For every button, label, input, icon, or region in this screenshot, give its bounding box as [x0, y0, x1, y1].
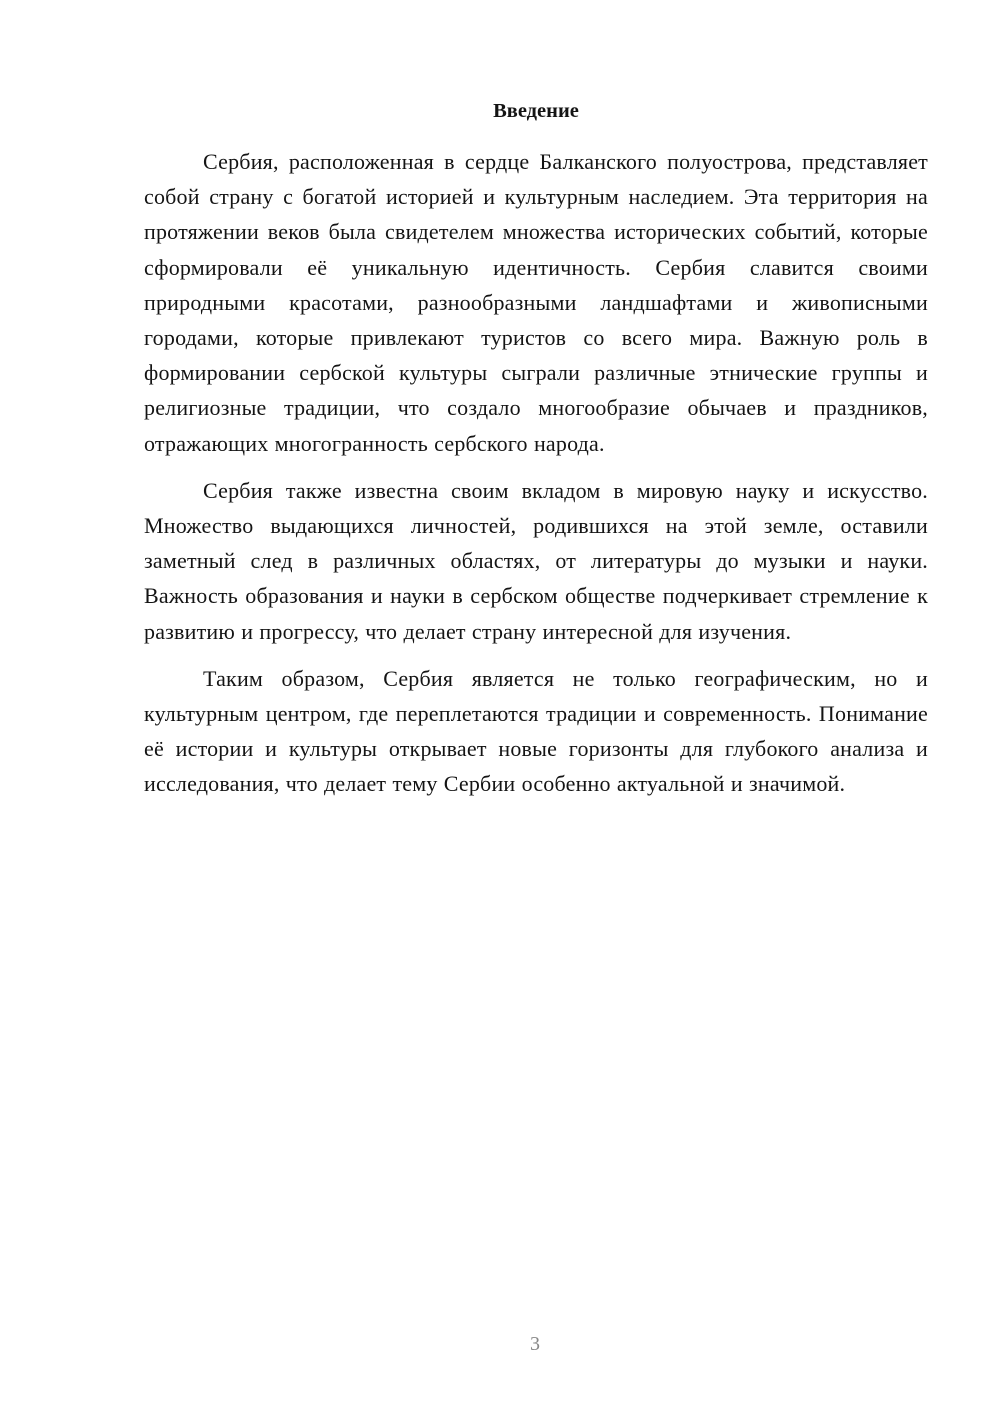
paragraph-1: Сербия, расположенная в сердце Балканского полуострова, представляет собой страну с богатой историей и культурным наследием. Эта территория на протяжении веков была свидетелем множества исторических событий, которые сформировали её уникальную идентичность. Сербия славится своими природными красотами, разнообразными ландшафтами и живописными городами, которые привлекают туристов со всего мира. Важную роль в формировании сербской культуры сыграли различные этнические группы и религиозные традиции, что создало многообразие обычаев и праздников, отражающих многогранность сербского народа. — [144, 149, 928, 456]
section-heading: Введение — [493, 100, 579, 122]
paragraph-2: Сербия также известна своим вкладом в мировую науку и искусство. Множество выдающихся личностей, родившихся на этой земле, оставили заметный след в различных областях, от литературы до музыки и науки. Важность образования и науки в сербском обществе подчеркивает стремление к развитию и прогрессу, что делает страну интересной для изучения. — [144, 477, 928, 644]
text-column — [144, 96, 928, 802]
page-number: 3 — [530, 1333, 540, 1355]
paragraph-3: Таким образом, Сербия является не только географическим, но и культурным центром, где переплетаются традиции и современность. Понимание её истории и культуры открывает новые горизонты для глубокого анализа и исследования, что делает тему Сербии особенно актуальной и значимой. — [144, 665, 928, 797]
